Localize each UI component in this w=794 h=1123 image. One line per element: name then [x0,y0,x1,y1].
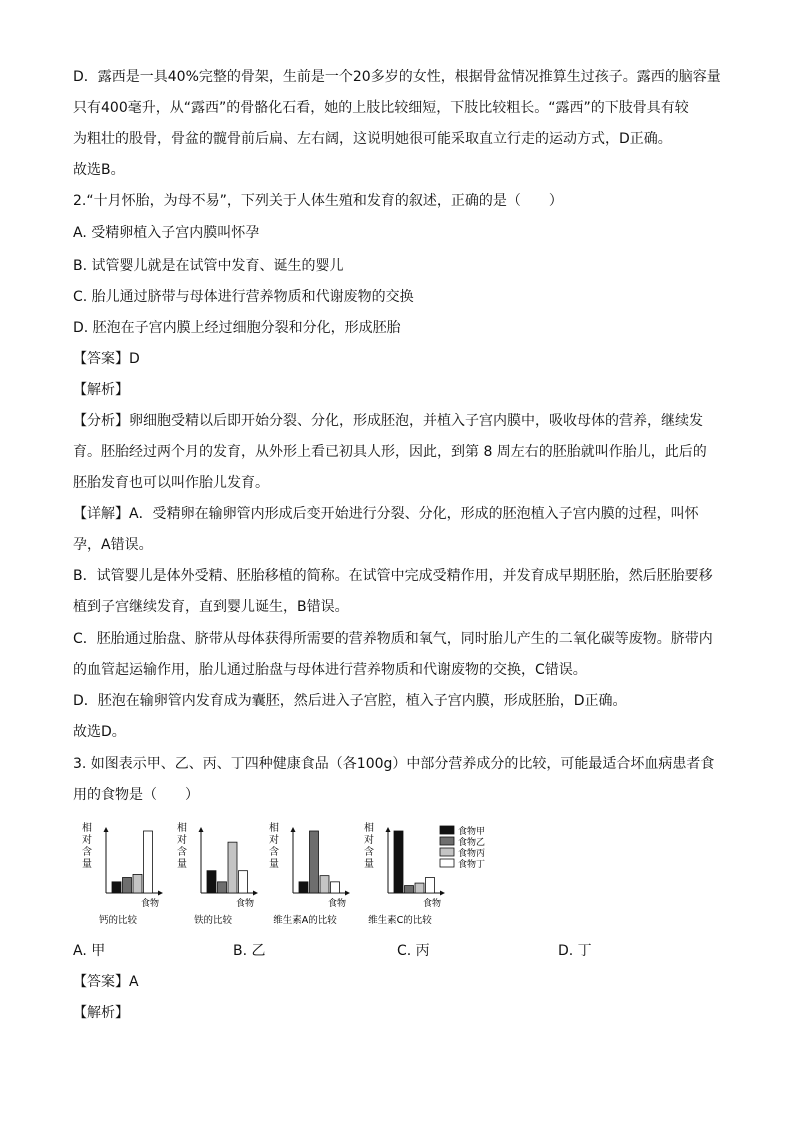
bar [144,831,153,893]
nutrient-comparison-charts [80,820,500,935]
bar [239,871,248,893]
legend-swatch [440,848,454,856]
analysis-label: 【解析】 [73,382,129,398]
question-2-option-d: D. 胚泡在子宫内膜上经过细胞分裂和分化，形成胚胎 [73,320,401,336]
bar [331,882,340,893]
bar [320,876,329,893]
x-axis-arrow [440,891,445,896]
y-axis-label-char: 含 [177,847,187,858]
question-2-stem: 2.“十月怀胎，为母不易”，下列关于人体生殖和发育的叙述，正确的是（ ） [73,193,563,209]
text-line: 的血管起运输作用，胎儿通过胎盘与母体进行营养物质和代谢废物的交换，C错误。 [73,662,587,678]
question-3-option-a: A. 甲 [73,943,106,959]
x-axis-arrow [345,891,350,896]
text-line: 植到子宫继续发育，直到婴儿诞生，B错误。 [73,599,349,615]
bar [207,871,216,893]
y-axis-label-char: 含 [364,847,374,858]
question-3-stem: 用的食物是（ ） [73,787,199,803]
text-line: 胚胎发育也可以叫作胎儿发育。 [73,475,269,491]
bar [218,882,227,893]
bar [133,874,142,893]
y-axis-arrow [199,827,204,832]
x-axis-arrow [158,891,163,896]
text-line: 故选B。 [73,162,125,178]
legend-swatch [440,859,454,867]
x-axis-label: 食物 [235,899,255,909]
bar [299,882,308,893]
panel-title: 维生素C的比较 [368,915,432,926]
y-axis-label-char: 量 [269,859,279,870]
y-axis-label-char: 量 [364,859,374,870]
x-axis-label: 食物 [140,899,160,909]
y-axis-arrow [386,827,391,832]
x-axis-label: 食物 [422,899,442,909]
question-3-stem: 3. 如图表示甲、乙、丙、丁四种健康食品（各100g）中部分营养成分的比较，可能最适合坏血病患者食 [73,756,715,772]
question-2-option-b: B. 试管婴儿就是在试管中发育、诞生的婴儿 [73,258,344,274]
charts-svg [80,820,500,935]
y-axis-label-char: 相 [269,823,279,834]
panel-title: 铁的比较 [193,915,233,926]
panel-title: 维生素A的比较 [273,915,337,926]
legend-label: 食物乙 [458,838,486,848]
bar [405,886,414,893]
y-axis-label-char: 对 [269,835,279,846]
x-axis-arrow [253,891,258,896]
text-line: 为粗壮的股骨，骨盆的髋骨前后扁、左右阔，这说明她很可能采取直立行走的运动方式，D正确。 [73,131,672,147]
bar [228,842,237,893]
y-axis-label-char: 量 [82,859,92,870]
bar [123,878,132,894]
y-axis-label-char: 对 [82,835,92,846]
bar [112,882,121,893]
y-axis-label-char: 量 [177,859,187,870]
question-3-option-c: C. 丙 [397,943,430,959]
question-3-option-d: D. 丁 [558,943,592,959]
text-line: 【详解】A．受精卵在输卵管内形成后变开始进行分裂、分化，形成的胚泡植入子宫内膜的过程，叫怀 [73,506,699,522]
y-axis-arrow [291,827,296,832]
text-line: C．胚胎通过胎盘、脐带从母体获得所需要的营养物质和氧气，同时胎儿产生的二氧化碳等废物。脐带内 [73,631,713,647]
x-axis-label: 食物 [327,899,347,909]
panel-title: 钙的比较 [98,915,138,926]
text-line: 【分析】卵细胞受精以后即开始分裂、分化，形成胚泡，并植入子宫内膜中，吸收母体的营养，继续发 [73,413,703,429]
text-line: D．胚泡在输卵管内发育成为囊胚，然后进入子宫腔，植入子宫内膜，形成胚胎，D正确。 [73,693,627,709]
text-line: 故选D。 [73,724,126,740]
answer-label: 【答案】A [73,974,139,990]
bar [415,883,424,893]
bar [310,831,319,893]
question-3-option-b: B. 乙 [233,943,266,959]
y-axis-label-char: 相 [82,823,92,834]
text-line: B．试管婴儿是体外受精、胚胎移植的简称。在试管中完成受精作用，并发育成早期胚胎，然后胚胎要移 [73,568,713,584]
legend-label: 食物甲 [458,827,486,837]
text-line: 只有400毫升，从“露西”的骨骼化石看，她的上肢比较细短，下肢比较粗长。“露西”的下肢骨具有较 [73,100,689,116]
y-axis-label-char: 对 [364,835,374,846]
y-axis-label-char: 含 [269,847,279,858]
question-2-option-a: A. 受精卵植入子宫内膜叫怀孕 [73,225,260,241]
legend-swatch [440,837,454,845]
legend-swatch [440,826,454,834]
answer-label: 【答案】D [73,351,140,367]
text-line: 孕，A错误。 [73,537,153,553]
y-axis-label-char: 相 [177,823,187,834]
text-line: 育。胚胎经过两个月的发育，从外形上看已初具人形，因此，到第 8 周左右的胚胎就叫作胎儿，此后的 [73,444,707,460]
y-axis-label-char: 含 [82,847,92,858]
text-line: D．露西是一具40%完整的骨架，生前是一个20多岁的女性，根据骨盆情况推算生过孩子。露西的脑容量 [73,69,721,85]
bar [394,831,403,893]
question-2-option-c: C. 胎儿通过脐带与母体进行营养物质和代谢废物的交换 [73,289,414,305]
legend-label: 食物丁 [458,860,486,870]
y-axis-label-char: 相 [364,823,374,834]
y-axis-label-char: 对 [177,835,187,846]
bar [426,878,435,894]
analysis-label: 【解析】 [73,1005,129,1021]
legend-label: 食物丙 [458,849,486,859]
y-axis-arrow [104,827,109,832]
